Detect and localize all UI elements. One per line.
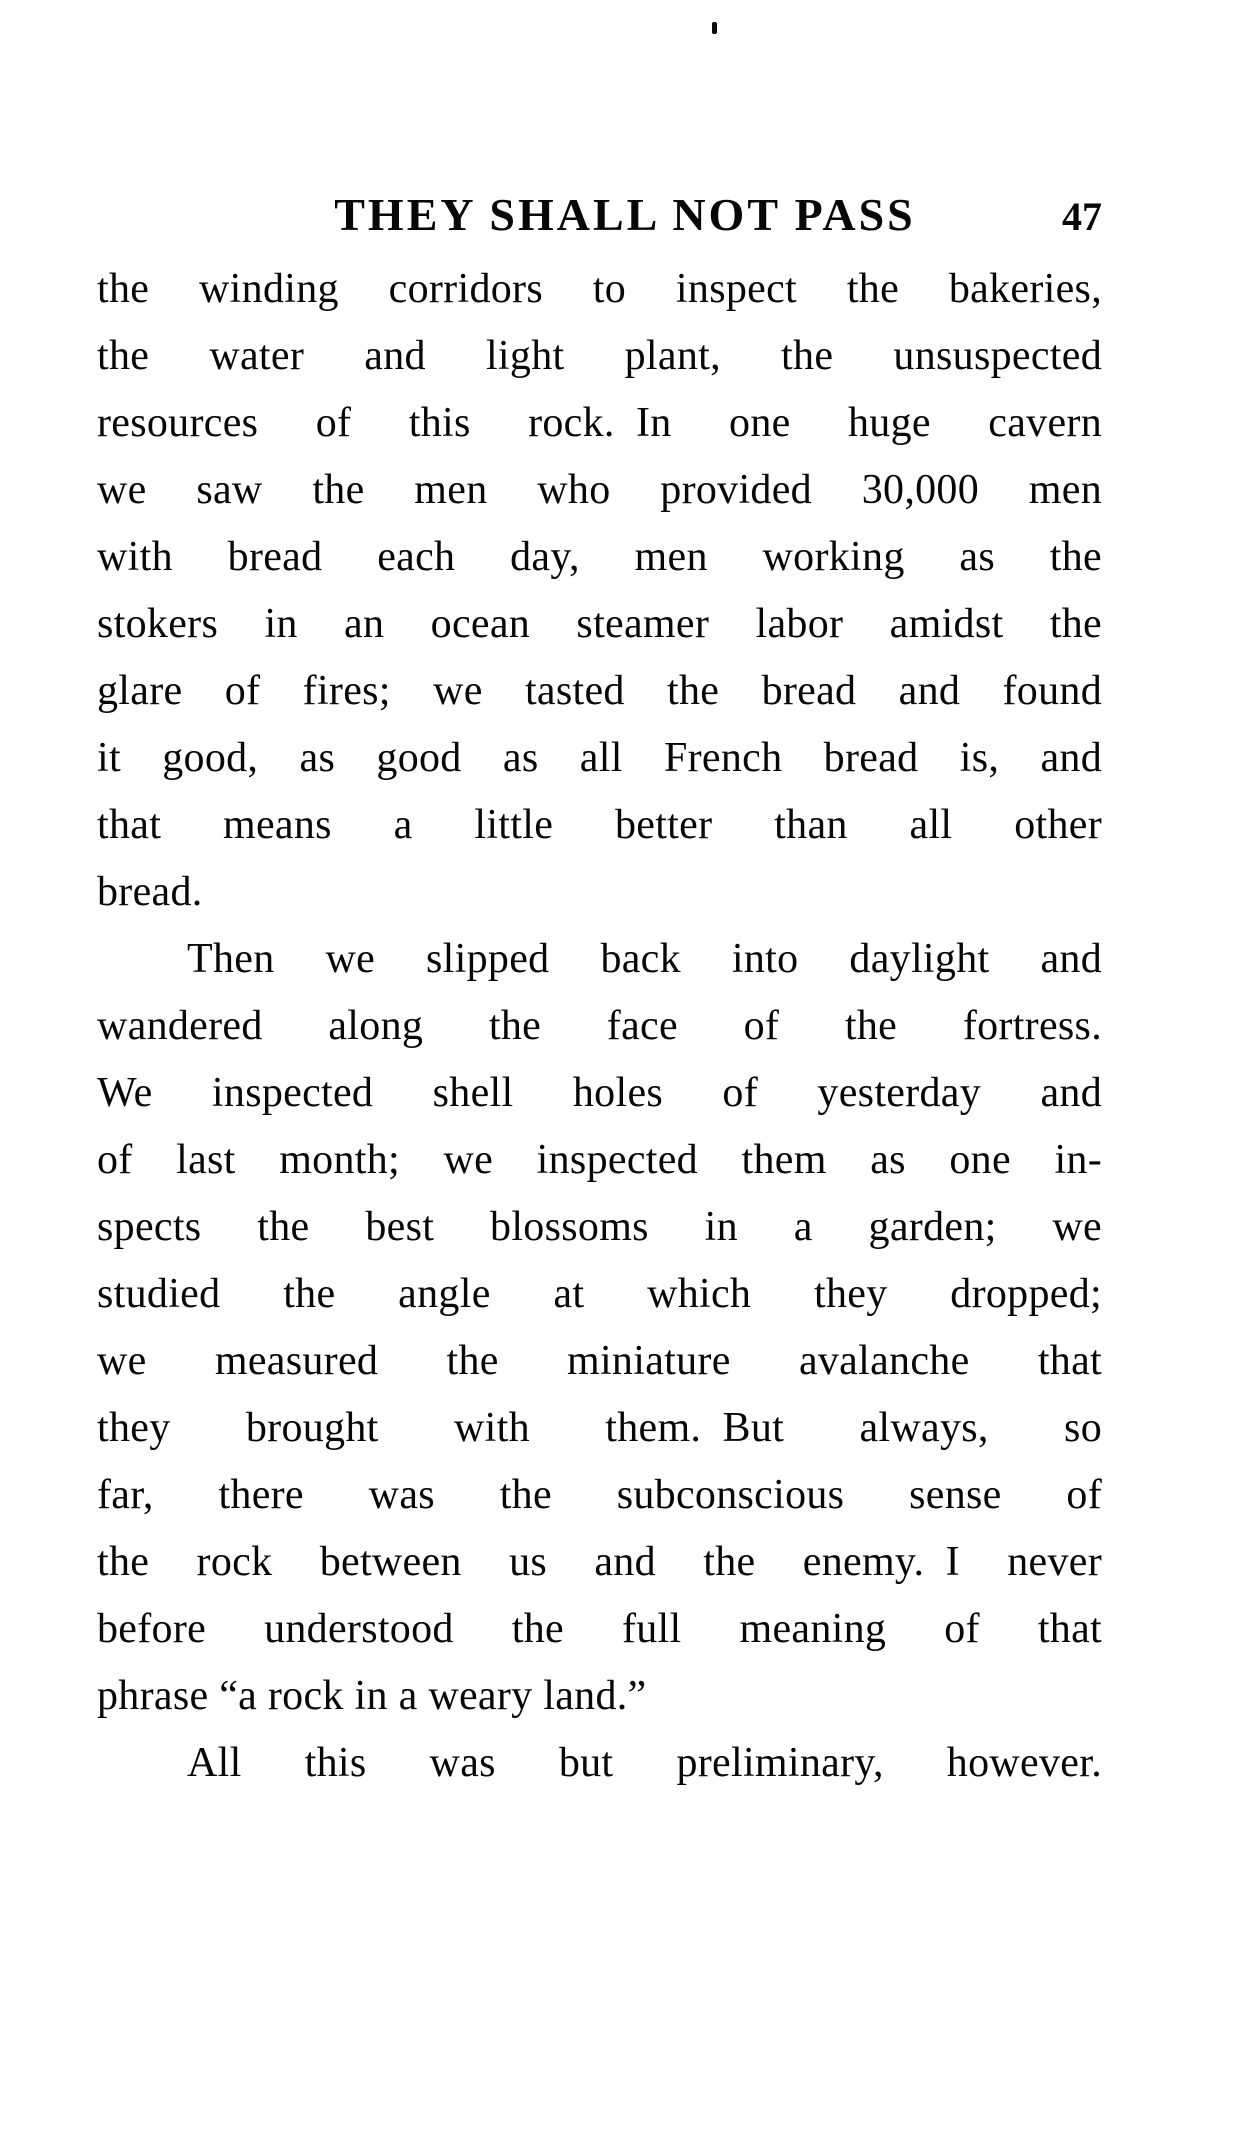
text-line: phrase “a rock in a weary land.” — [97, 1673, 647, 1719]
text-line: of last month; we inspected them as one in- — [97, 1137, 1102, 1183]
text-line: that means a little better than all other — [97, 802, 1102, 848]
text-line: the winding corridors to inspect the bakeries, — [97, 266, 1102, 312]
text-line: with bread each day, men working as the — [97, 534, 1102, 580]
text-line: bread. — [97, 869, 203, 915]
page-number: 47 — [1062, 194, 1102, 239]
text-line: before understood the full meaning of that — [97, 1606, 1102, 1652]
text-line: far, there was the subconscious sense of — [97, 1472, 1102, 1518]
scan-speck-artifact — [712, 22, 717, 34]
text-line: Then we slipped back into daylight and — [187, 936, 1102, 982]
page-title: THEY SHALL NOT PASS — [334, 189, 916, 240]
page-text — [97, 256, 1102, 1797]
text-line: spects the best blossoms in a garden; we — [97, 1204, 1102, 1250]
text-line: we saw the men who provided 30,000 men — [97, 467, 1102, 513]
text-paragraph — [97, 1730, 1102, 1797]
text-line: All this was but preliminary, however. — [187, 1740, 1102, 1786]
text-line: We inspected shell holes of yesterday and — [97, 1070, 1102, 1116]
text-line: they brought with them. But always, so — [97, 1405, 1102, 1451]
text-line: the water and light plant, the unsuspected — [97, 333, 1102, 379]
text-line: the rock between us and the enemy. I never — [97, 1539, 1102, 1585]
text-line: we measured the miniature avalanche that — [97, 1338, 1102, 1384]
text-line: studied the angle at which they dropped; — [97, 1271, 1102, 1317]
text-line: wandered along the face of the fortress. — [97, 1003, 1102, 1049]
text-line: glare of fires; we tasted the bread and found — [97, 668, 1102, 714]
text-line: it good, as good as all French bread is, and — [97, 735, 1102, 781]
text-line: resources of this rock. In one huge cavern — [97, 400, 1102, 446]
text-line: stokers in an ocean steamer labor amidst the — [97, 601, 1102, 647]
text-paragraph — [97, 256, 1102, 926]
text-paragraph — [97, 926, 1102, 1730]
